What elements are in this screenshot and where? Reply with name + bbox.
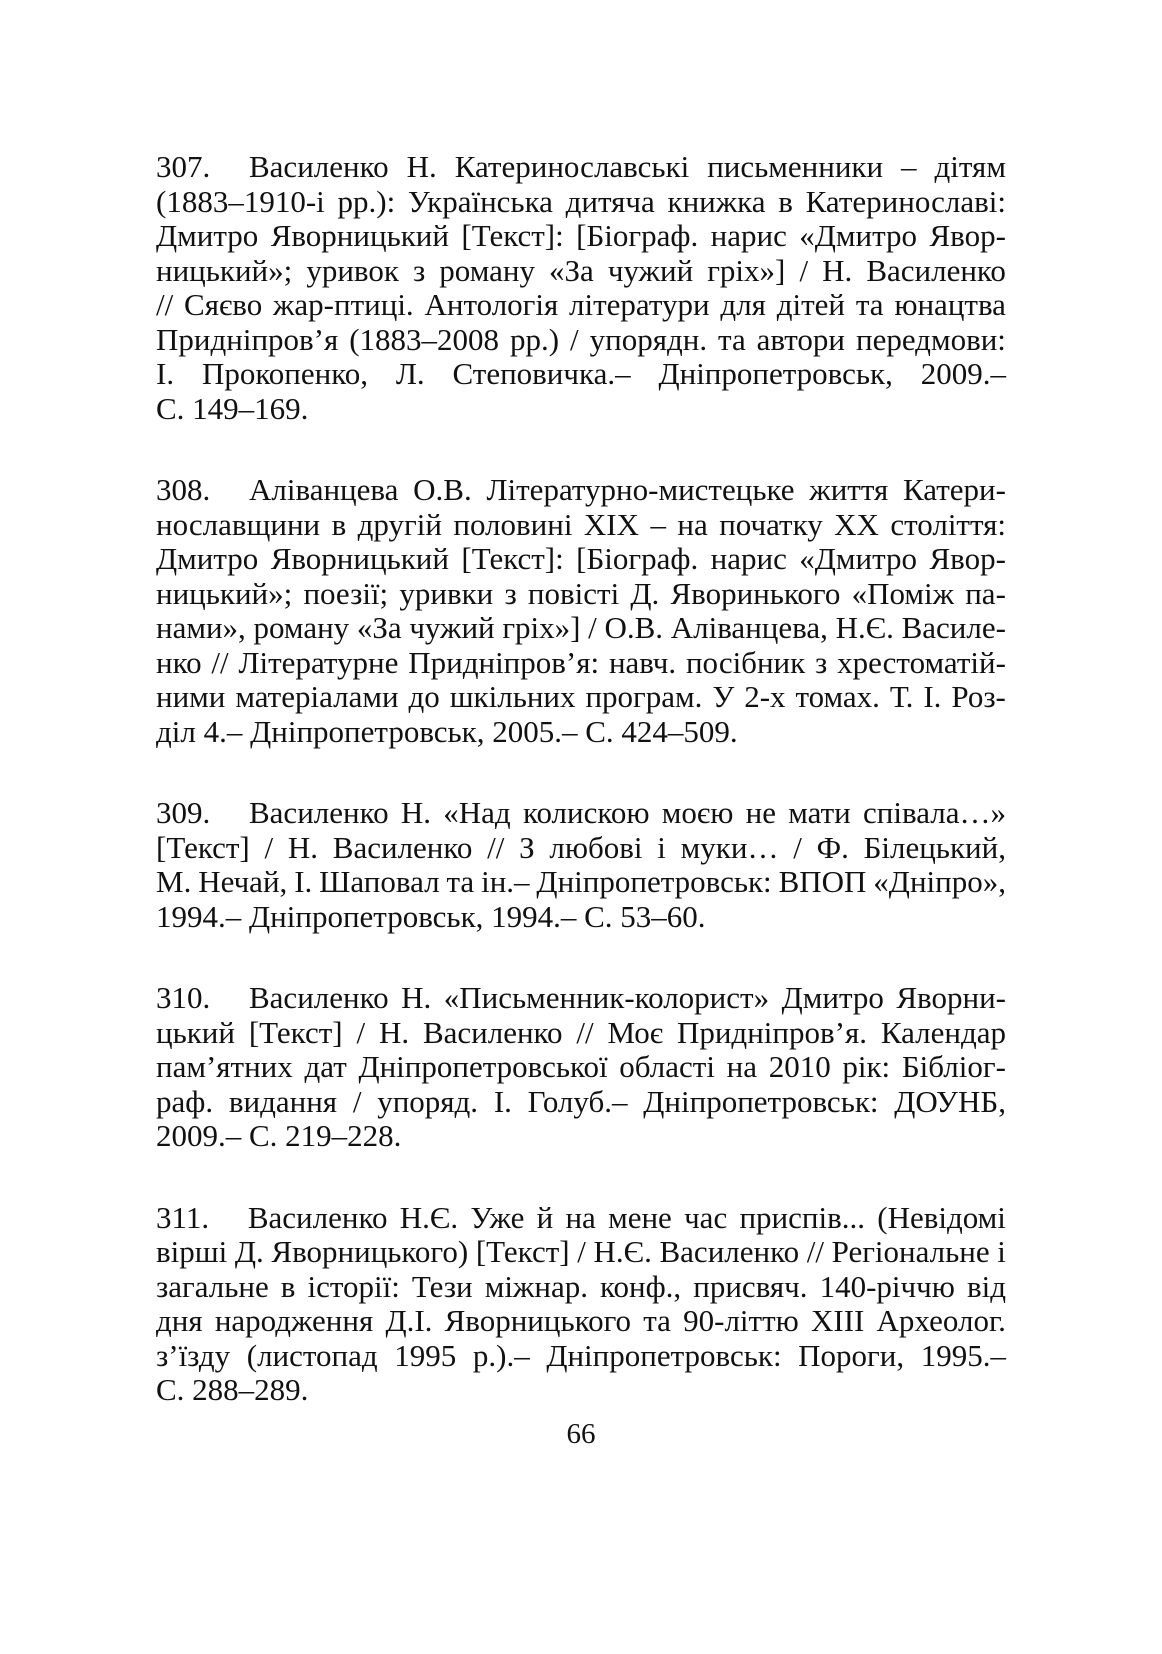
entry-line: ними матеріалами до шкільних програм. У 2-х томах. Т. І. Роз- bbox=[156, 679, 1006, 714]
entry-line: // Сяєво жар-птиці. Антологія літератури для дітей та юнацтва bbox=[156, 287, 1006, 322]
entry-line: з’їзду (листопад 1995 р.).– Дніпропетровськ: Пороги, 1995.– bbox=[156, 1337, 1006, 1373]
entry-line: раф. видання / упоряд. І. Голуб.– Дніпропетровськ: ДОУНБ, bbox=[156, 1083, 1006, 1119]
entry-line: нами», роману «За чужий гріх»] / О.В. Аліванцева, Н.Є. Василе- bbox=[156, 610, 1006, 645]
entry-line: 308. Аліванцева О.В. Літературно-мистецьке життя Катери- bbox=[156, 472, 1006, 507]
entry-line: Дмитро Яворницький [Текст]: [Біограф. нарис «Дмитро Явор- bbox=[156, 541, 1006, 576]
bibliography-entry-307 bbox=[156, 150, 1006, 426]
entry-line: діл 4.– Дніпропетровськ, 2005.– С. 424–509. bbox=[156, 713, 738, 749]
entry-line: С. 288–289. bbox=[156, 1372, 309, 1407]
bibliography-entry-311 bbox=[156, 1201, 1006, 1408]
page-number: 66 bbox=[566, 1418, 596, 1450]
entry-line: (1883–1910-і рр.): Українська дитяча книжка в Катеринославі: bbox=[156, 183, 1006, 219]
entry-line: 311. Василенко Н.Є. Уже й на мене час приспів... (Невідомі bbox=[156, 1199, 1006, 1235]
entry-line: 1994.– Дніпропетровськ, 1994.– С. 53–60. bbox=[156, 898, 706, 934]
entry-line: вірші Д. Яворницького) [Текст] / Н.Є. Василенко // Регіональне і bbox=[156, 1234, 1006, 1269]
entry-line: С. 149–169. bbox=[156, 390, 309, 426]
bibliography-list bbox=[156, 150, 1006, 1455]
entry-line: Придніпров’я (1883–2008 рр.) / упорядн. та автори передмови: bbox=[156, 321, 1006, 357]
entry-line: І. Прокопенко, Л. Степовичка.– Дніпропетровськ, 2009.– bbox=[156, 356, 1006, 391]
bibliography-entry-309 bbox=[156, 796, 1006, 934]
entry-line: пам’ятних дат Дніпропетровської області на 2010 рік: Бібліог- bbox=[156, 1049, 1006, 1084]
entry-line: 307. Василенко Н. Катеринославські письменники – дітям bbox=[156, 149, 1006, 184]
entry-line: нославщини в другій половині ХІХ – на початку ХХ століття: bbox=[156, 506, 1006, 542]
entry-line: 309. Василенко Н. «Над колискою моєю не мати співала…» bbox=[156, 795, 1006, 830]
entry-line: М. Нечай, І. Шаповал та ін.– Дніпропетровськ: ВПОП «Дніпро», bbox=[156, 864, 1006, 899]
entry-line: ницький»; уривок з роману «За чужий гріх»] / Н. Василенко bbox=[156, 252, 1006, 288]
entry-line: дня народження Д.І. Яворницького та 90-літтю ХІІІ Археолог. bbox=[156, 1303, 1006, 1338]
bibliography-entry-310 bbox=[156, 981, 1006, 1154]
entry-line: цький [Текст] / Н. Василенко // Моє Придніпров’я. Календар bbox=[156, 1014, 1006, 1050]
entry-line: 310. Василенко Н. «Письменник-колорист» Дмитро Яворни- bbox=[156, 980, 1006, 1015]
bibliography-entry-308 bbox=[156, 473, 1006, 749]
entry-line: Дмитро Яворницький [Текст]: [Біограф. нарис «Дмитро Явор- bbox=[156, 218, 1006, 253]
entry-line: ницький»; поезії; уривки з повісті Д. Яворинького «Поміж па- bbox=[156, 575, 1006, 611]
entry-line: загальне в історії: Тези міжнар. конф., присвяч. 140-річчю від bbox=[156, 1268, 1006, 1304]
entry-line: нко // Літературне Придніпров’я: навч. посібник з хрестоматій- bbox=[156, 644, 1006, 680]
entry-line: 2009.– С. 219–228. bbox=[156, 1118, 402, 1153]
entry-line: [Текст] / Н. Василенко // З любові і муки… / Ф. Білецький, bbox=[156, 829, 1006, 865]
